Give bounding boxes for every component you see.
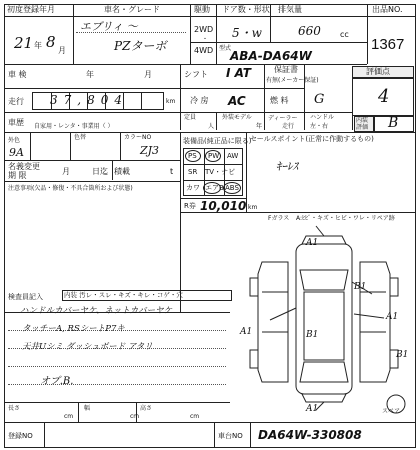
equip-aw: AW — [227, 152, 239, 160]
equip-pw: PW — [208, 152, 220, 160]
door-label: ドア数・形状 — [222, 5, 270, 14]
check-circle — [203, 182, 221, 194]
divider — [190, 42, 367, 43]
divider — [352, 112, 353, 130]
dot-sep: ・ — [202, 36, 209, 43]
divider — [4, 64, 367, 65]
inspector-note-2: タッチーA, RSシートP7キ — [22, 324, 125, 334]
first-reg-label: 初度登録年月 — [7, 5, 55, 14]
divider — [4, 132, 416, 133]
divider — [44, 422, 45, 448]
length-unit: cm — [64, 413, 74, 420]
shaken-label: 車 検 — [8, 70, 27, 79]
equip-kawa: カワ — [186, 184, 200, 192]
divider — [73, 4, 74, 64]
lot-label: 出品NO. — [372, 5, 403, 14]
shaken-year: 年 — [86, 70, 94, 79]
cc-unit: cc — [340, 30, 349, 39]
drive-2wd: 2WD — [194, 25, 214, 34]
divider — [216, 112, 217, 130]
naisou-sub: 評価 — [356, 124, 369, 131]
r-ticket-unit: km — [248, 204, 258, 211]
spare-label: スペア — [382, 408, 401, 415]
damage-mark-front: A1 — [306, 238, 319, 248]
divider — [367, 4, 368, 64]
dealer-sub: 走行 — [282, 123, 295, 130]
fuel-label: 燃 料 — [270, 96, 289, 105]
damage-mark-left: A1 — [240, 327, 253, 337]
damage-mark-rear: A1 — [306, 404, 319, 414]
sales-note: ｷｰﾚｽ — [276, 160, 298, 173]
inspector-note-3: 天井Uシミ ダッシュボード アタリ — [22, 342, 153, 352]
ruled-line — [8, 366, 226, 367]
divider — [216, 4, 217, 64]
shift-label: シフト — [184, 70, 208, 79]
meigi-day: 日迄 — [92, 167, 108, 176]
r-ticket-value: 10,010 — [200, 199, 247, 213]
gaisou-unit: 年 — [256, 123, 263, 130]
inspector-legend: 内装 汚レ・スレ・キズ・キレ・コゲ・穴 — [64, 291, 183, 299]
damage-mark-right-rear: B1 — [396, 350, 409, 360]
kigen-label: 期 限 — [8, 171, 27, 180]
divider — [4, 422, 416, 423]
height-label: 高さ — [140, 405, 153, 412]
divider — [4, 160, 180, 161]
color-change-label: 色替 — [74, 134, 87, 141]
chui-label: 注意事項(欠品・修復・不具合箇所および状態) — [8, 185, 133, 192]
r-ticket-label: R券 — [184, 202, 196, 210]
handle-label: ハンドル — [310, 114, 335, 121]
meigi-label: 名義変更 — [8, 162, 40, 171]
divider — [214, 422, 215, 448]
naisou-grade: B — [388, 115, 399, 131]
sales-title: セールスポイント(正常に作動するもの) — [250, 135, 374, 143]
divider — [264, 64, 265, 130]
equip-abs: ABS — [225, 184, 239, 192]
drive-4wd: 4WD — [194, 46, 214, 55]
handle-sub: 左・右 — [310, 123, 329, 130]
naisou-label: 内装 — [356, 117, 369, 124]
divider — [136, 402, 137, 422]
month-unit: 月 — [58, 46, 66, 55]
displacement-value: 660 — [298, 24, 321, 38]
check-circle — [205, 150, 221, 162]
doors-value: 5・w — [232, 26, 262, 40]
equip-airbag: エアB — [205, 184, 224, 192]
equipment-title: 装備品(純正品に限る) — [183, 137, 252, 145]
fuel-value: G — [314, 92, 325, 107]
divider — [180, 212, 416, 213]
divider — [4, 181, 180, 182]
sekisai-label: 積載 — [114, 167, 130, 176]
reibou-label: 冷 房 — [190, 96, 209, 105]
divider — [120, 132, 121, 160]
exterior-color-value: 9A — [9, 146, 24, 159]
teiin-label: 定員 — [184, 114, 197, 121]
katashiki-label: 型式 — [219, 45, 232, 52]
divider — [4, 112, 352, 113]
lot-number: 1367 — [371, 36, 405, 53]
divider — [4, 16, 367, 17]
year-unit: 年 — [34, 41, 42, 50]
teiin-unit: 人 — [208, 123, 215, 130]
divider — [70, 132, 71, 160]
dealer-label: ディーラー — [268, 115, 298, 122]
check-circle — [223, 182, 241, 194]
reg-no-label: 登録NO — [8, 432, 33, 440]
damage-mark-right: A1 — [386, 312, 399, 322]
divider — [4, 88, 304, 89]
shaken-month: 月 — [144, 70, 152, 79]
divider — [304, 64, 305, 130]
sekisai-unit: t — [170, 167, 174, 176]
mileage-unit: km — [166, 98, 176, 105]
hoshou-label: 保証書 — [274, 65, 298, 74]
divider — [180, 64, 181, 130]
divider — [78, 402, 79, 422]
shift-value: I AT — [226, 66, 251, 80]
width-label: 幅 — [84, 405, 91, 412]
chassis-label: 車台NO — [218, 432, 243, 440]
hoshou-sub: 有無(メーカー保証) — [266, 77, 319, 84]
model-grade-label: 車名・グレード — [104, 5, 160, 14]
divider — [250, 422, 251, 448]
divider — [112, 160, 113, 180]
mileage-value: 37,804 — [50, 93, 128, 107]
color-no-label: カラーNO — [124, 134, 152, 141]
width-unit: cm — [130, 413, 140, 420]
drive-label: 駆動 — [194, 5, 210, 14]
equip-sr: SR — [188, 168, 198, 176]
divider — [270, 4, 271, 42]
katashiki-value: ABA-DA64W — [230, 49, 312, 63]
check-circle — [185, 150, 201, 162]
divider — [190, 4, 191, 64]
hyouka-label: 評価点 — [366, 67, 390, 76]
equip-ps: PS — [188, 152, 197, 160]
inspector-note-1: ハンドルカバーヤケ、ネットカバーヤケ — [20, 306, 173, 316]
meigi-month: 月 — [62, 167, 70, 176]
grade: PZターボ — [114, 39, 167, 53]
inspector-label: 検査員記入 — [8, 293, 43, 301]
fglass-legend: A:ﾋﾋﾞ・キズ・ヒビ・ワレ・リペア跡 — [296, 215, 395, 222]
exterior-color-label: 外色 — [8, 137, 21, 144]
mileage-label: 走行 — [8, 97, 24, 106]
inspector-note-4: オプ.B. — [40, 376, 74, 387]
divider — [4, 402, 230, 403]
gaisou-label: 外装モデル — [222, 114, 252, 121]
damage-mark-roof: B1 — [354, 282, 367, 292]
damage-mark-center: B1 — [306, 330, 319, 340]
color-code: ZJ3 — [140, 144, 160, 157]
height-unit: cm — [190, 413, 200, 420]
hyouka-score: 4 — [378, 86, 390, 107]
dotted-guide — [76, 32, 186, 33]
reg-year: 21 — [14, 34, 34, 52]
equip-tv: TV・ナビ — [205, 168, 236, 176]
fglass-label: Fガラス — [268, 215, 290, 222]
reg-month: 8 — [46, 33, 56, 51]
divider — [180, 132, 181, 312]
history-sub: 自家用・レンタ・事業用（ ） — [34, 123, 114, 130]
displacement-label: 排気量 — [278, 5, 302, 14]
length-label: 長さ — [8, 405, 21, 412]
ac-value: AC — [228, 94, 246, 108]
history-label: 車歴 — [8, 118, 24, 127]
chassis-no: DA64W-330808 — [258, 428, 362, 442]
model-name: エブリィ ～ — [80, 20, 138, 33]
divider — [30, 132, 31, 160]
divider — [367, 16, 416, 17]
